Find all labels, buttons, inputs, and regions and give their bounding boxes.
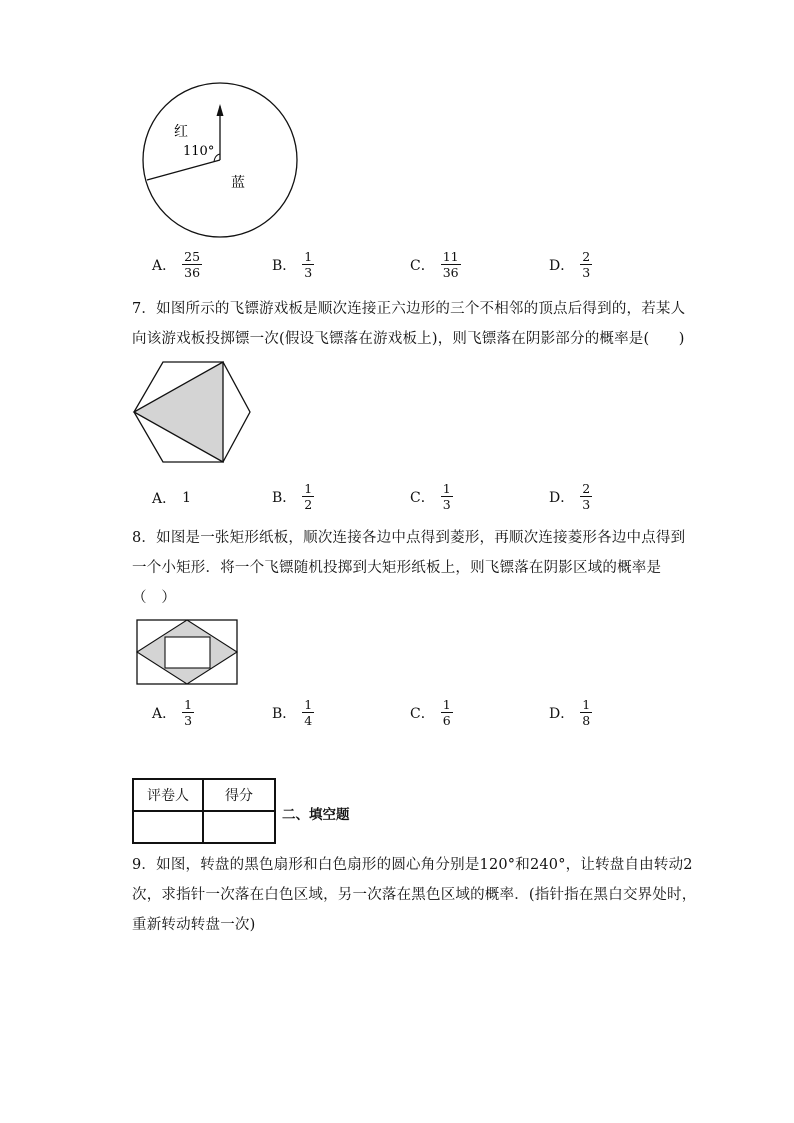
q8-question-line3: （ ） (132, 590, 177, 606)
fraction: $\frac{1}{8}$ (582, 697, 591, 729)
q6-option-c[interactable]: C． $\frac{11}{36}$ (410, 249, 459, 281)
q6-spinner-figure (130, 70, 310, 250)
q9-question-line1: 9．如图，转盘的黑色扇形和白色扇形的圆心角分别是120°和240°，让转盘自由转动2 (132, 857, 693, 873)
q7-option-b[interactable]: B． $\frac{1}{2}$ (272, 481, 313, 513)
q8-option-a[interactable]: A． $\frac{1}{3}$ (152, 697, 193, 729)
q8-rectangle-figure (132, 616, 242, 690)
q6-angle-label: 110° (183, 144, 215, 159)
q6-option-d[interactable]: D． $\frac{2}{3}$ (549, 249, 591, 281)
fraction: $\frac{1}{4}$ (304, 697, 313, 729)
score-table-score-cell[interactable] (203, 811, 275, 843)
score-table (132, 778, 276, 844)
fraction: $\frac{1}{3}$ (304, 249, 313, 281)
q7-option-d[interactable]: D． $\frac{2}{3}$ (549, 481, 591, 513)
q9-question-line3: 重新转动转盘一次) (132, 917, 256, 933)
q7-option-a[interactable]: A． 1 (152, 490, 192, 507)
section-title: 二、填空题 (282, 807, 350, 823)
q7-option-c[interactable]: C． $\frac{1}{3}$ (410, 481, 451, 513)
q7-hexagon-figure (128, 356, 258, 468)
q6-label-blue: 蓝 (231, 175, 245, 191)
q9-question-line2: 次，求指针一次落在白色区域，另一次落在黑色区域的概率．(指针指在黑白交界处时， (132, 887, 697, 903)
q8-option-d[interactable]: D． $\frac{1}{8}$ (549, 697, 591, 729)
fraction: $\frac{1}{3}$ (442, 481, 451, 513)
q8-question-line2: 一个小矩形．将一个飞镖随机投掷到大矩形纸板上，则飞镖落在阴影区域的概率是 (132, 560, 662, 576)
fraction: $\frac{2}{3}$ (582, 249, 591, 281)
fraction: $\frac{11}{36}$ (442, 249, 459, 281)
fraction: $\frac{1}{2}$ (304, 481, 313, 513)
q6-option-b[interactable]: B． $\frac{1}{3}$ (272, 249, 313, 281)
fraction: $\frac{25}{36}$ (184, 249, 201, 281)
fraction: $\frac{1}{6}$ (442, 697, 451, 729)
q8-option-b[interactable]: B． $\frac{1}{4}$ (272, 697, 313, 729)
score-table-header-score: 得分 (203, 779, 275, 811)
q6-label-red: 红 (174, 124, 188, 140)
fraction: $\frac{1}{3}$ (184, 697, 193, 729)
q7-question-line1: 7．如图所示的飞镖游戏板是顺次连接正六边形的三个不相邻的顶点后得到的，若某人 (132, 301, 686, 317)
q7-question-line2: 向该游戏板投掷镖一次(假设飞镖落在游戏板上)，则飞镖落在阴影部分的概率是( ) (132, 331, 685, 347)
q8-question-line1: 8．如图是一张矩形纸板，顺次连接各边中点得到菱形，再顺次连接菱形各边中点得到 (132, 530, 686, 546)
score-table-header-grader: 评卷人 (133, 779, 203, 811)
fraction: $\frac{2}{3}$ (582, 481, 591, 513)
q8-option-c[interactable]: C． $\frac{1}{6}$ (410, 697, 451, 729)
q6-option-a[interactable]: A． $\frac{25}{36}$ (152, 249, 201, 281)
score-table-grader-cell[interactable] (133, 811, 203, 843)
